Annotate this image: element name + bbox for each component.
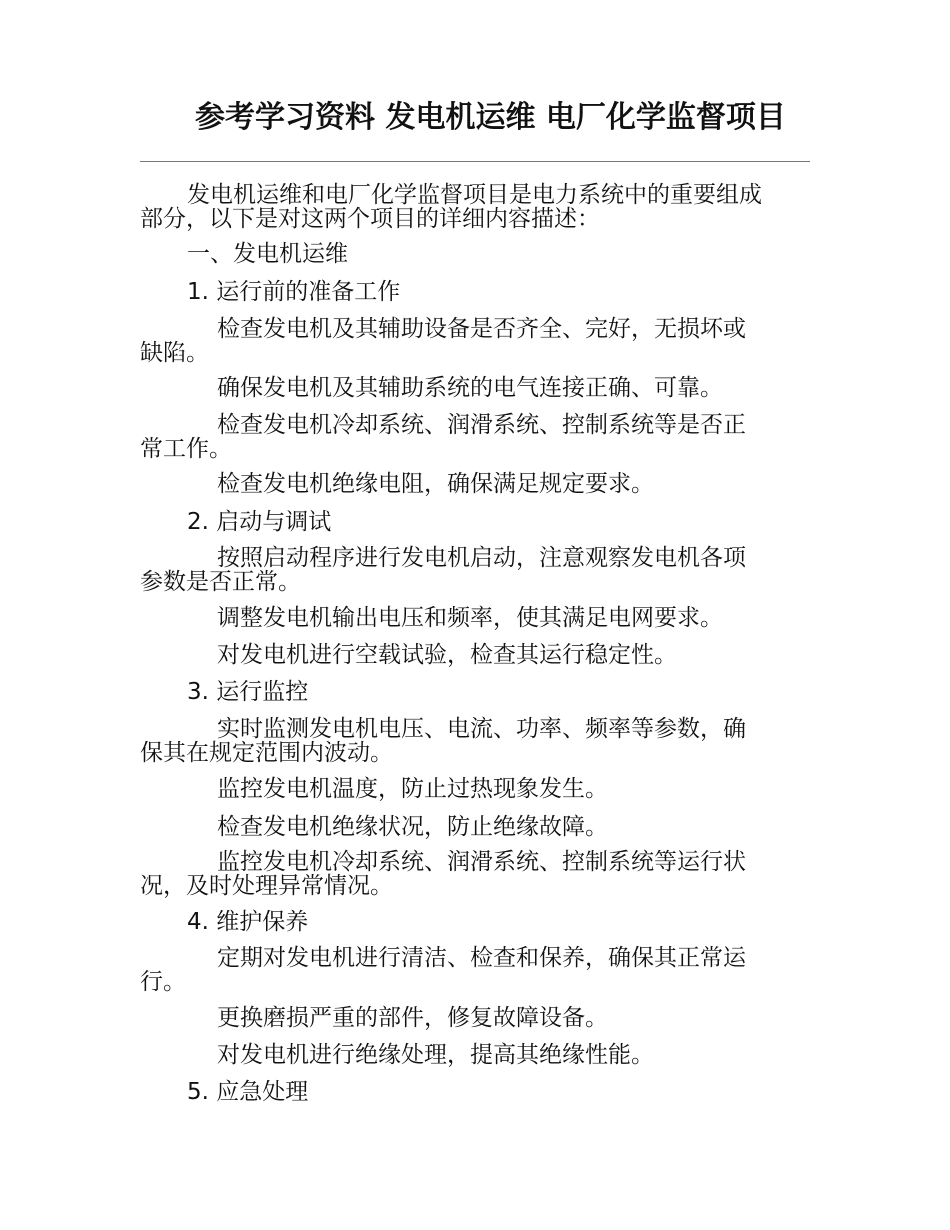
subsection-heading: 2. 启动与调试 — [187, 509, 332, 535]
list-item: 实时监测发电机电压、电流、功率、频率等参数，确 保其在规定范围内波动。 — [140, 716, 746, 766]
list-item: 对发电机进行绝缘处理，提高其绝缘性能。 — [217, 1042, 654, 1068]
section-heading: 一、发电机运维 — [187, 241, 348, 267]
list-item: 按照启动程序进行发电机启动，注意观察发电机各项 参数是否正常。 — [140, 545, 746, 595]
subsection-heading: 3. 运行监控 — [187, 679, 309, 705]
list-item: 监控发电机温度，防止过热现象发生。 — [217, 776, 608, 802]
list-item: 检查发电机绝缘状况，防止绝缘故障。 — [217, 814, 608, 840]
list-item: 对发电机进行空载试验，检查其运行稳定性。 — [217, 642, 677, 668]
list-item: 检查发电机及其辅助设备是否齐全、完好，无损坏或 缺陷。 — [140, 316, 746, 366]
list-item: 检查发电机绝缘电阻，确保满足规定要求。 — [217, 471, 654, 497]
list-item: 监控发电机冷却系统、润滑系统、控制系统等运行状 况，及时处理异常情况。 — [140, 849, 746, 899]
list-item: 定期对发电机进行清洁、检查和保养，确保其正常运 行。 — [140, 945, 746, 995]
intro-line-2: 部分，以下是对这两个项目的详细内容描述： — [140, 206, 600, 232]
list-item: 调整发电机输出电压和频率，使其满足电网要求。 — [217, 605, 723, 631]
list-item: 更换磨损严重的部件，修复故障设备。 — [217, 1005, 608, 1031]
subsection-heading: 1. 运行前的准备工作 — [187, 279, 401, 305]
intro-line-1: 发电机运维和电厂化学监督项目是电力系统中的重要组成 — [187, 182, 762, 208]
document-title: 参考学习资料 发电机运维 电厂化学监督项目 — [195, 100, 786, 135]
title-underline — [140, 161, 810, 162]
subsection-heading: 4. 维护保养 — [187, 909, 309, 935]
subsection-heading: 5. 应急处理 — [187, 1079, 309, 1105]
intro-paragraph — [140, 183, 810, 231]
list-item: 检查发电机冷却系统、润滑系统、控制系统等是否正 常工作。 — [140, 412, 746, 462]
list-item: 确保发电机及其辅助系统的电气连接正确、可靠。 — [217, 375, 723, 401]
